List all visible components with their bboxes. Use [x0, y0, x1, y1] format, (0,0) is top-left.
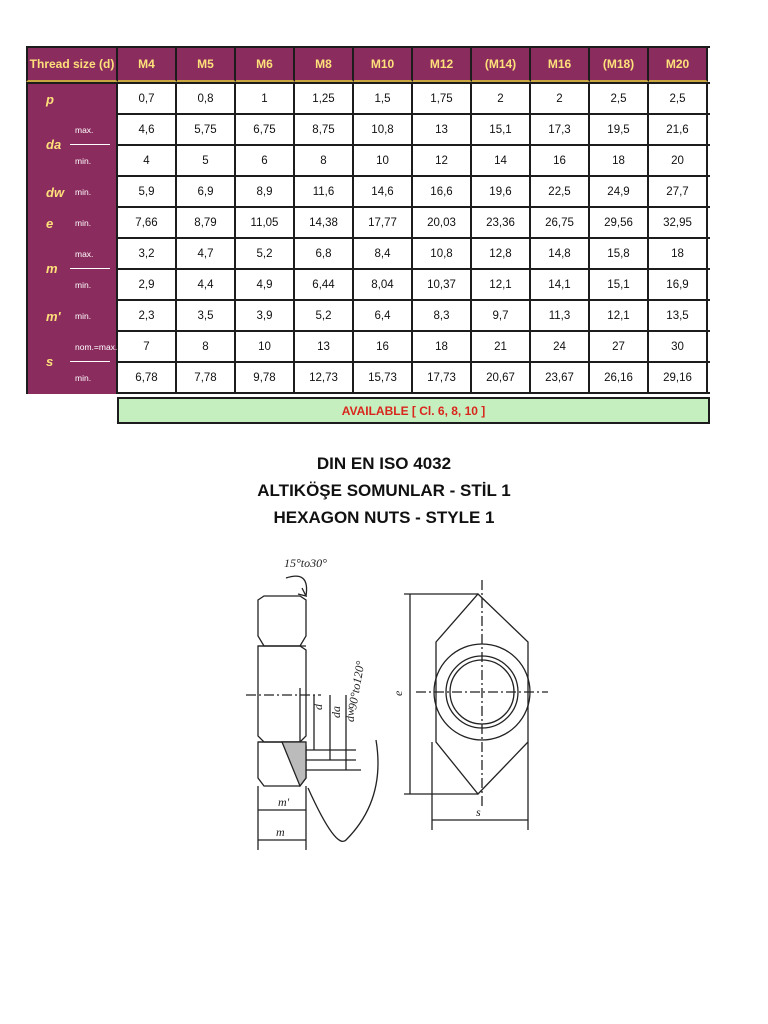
value-cell: 16,6: [413, 177, 472, 206]
e-label: e: [391, 690, 405, 696]
table-row: [26, 84, 710, 115]
param-group: [26, 208, 710, 239]
param-qualifier: min.: [75, 218, 92, 228]
value-cell: 2,5: [649, 84, 708, 113]
value-cell: 24,9: [590, 177, 649, 206]
value-cell: 3,2: [118, 239, 177, 268]
value-cell: 6: [236, 146, 295, 175]
value-cell: 15,73: [354, 363, 413, 392]
value-cell: 3,9: [236, 301, 295, 330]
table-row: [26, 146, 710, 177]
table-row: [26, 115, 710, 146]
da-label: da: [329, 706, 343, 718]
table-row: [26, 208, 710, 239]
param-qualifier: min.: [75, 373, 92, 383]
value-cell: 2: [531, 84, 590, 113]
value-cell: 0,8: [177, 84, 236, 113]
value-cell: 22,5: [531, 177, 590, 206]
value-cell: 23,67: [531, 363, 590, 392]
value-cell: 10,8: [354, 115, 413, 144]
available-classes-banner: AVAILABLE [ Cl. 6, 8, 10 ]: [117, 397, 710, 424]
value-cell: 12,1: [590, 301, 649, 330]
value-cell: 13,5: [649, 301, 708, 330]
table-row: [26, 239, 710, 270]
value-cell: 13: [413, 115, 472, 144]
s-label: s: [476, 805, 481, 819]
param-group: [26, 239, 710, 301]
value-cell: 2,3: [118, 301, 177, 330]
value-cell: 8: [295, 146, 354, 175]
value-cell: 11,3: [531, 301, 590, 330]
value-cell: 8,79: [177, 208, 236, 237]
title-block: [0, 450, 768, 531]
value-cell: 15,1: [472, 115, 531, 144]
value-cell: 9,7: [472, 301, 531, 330]
param-symbol: da: [46, 137, 62, 152]
value-cell: 8: [177, 332, 236, 361]
value-cell: 2,9: [118, 270, 177, 299]
value-cell: 15,1: [590, 270, 649, 299]
param-symbol: m: [46, 261, 58, 276]
value-cell: 12,73: [295, 363, 354, 392]
param-label-block: [26, 239, 118, 301]
value-cell: 18: [413, 332, 472, 361]
value-cell: 5,75: [177, 115, 236, 144]
param-qualifier: max.: [75, 249, 94, 259]
size-header-cell: M12: [413, 48, 472, 82]
value-cell: 10: [354, 146, 413, 175]
value-cell: 8,4: [354, 239, 413, 268]
table-row: [26, 301, 710, 332]
value-cell: 2,5: [590, 84, 649, 113]
value-cell: 13: [295, 332, 354, 361]
value-cell: 4,9: [236, 270, 295, 299]
value-cell: 7,78: [177, 363, 236, 392]
value-cell: 16,9: [649, 270, 708, 299]
param-group: [26, 332, 710, 394]
value-cell: 18: [590, 146, 649, 175]
value-cell: 23,36: [472, 208, 531, 237]
size-header-cell: (M18): [590, 48, 649, 82]
value-cell: 0,7: [118, 84, 177, 113]
value-cell: 18: [649, 239, 708, 268]
qualifier-divider: [70, 361, 110, 362]
value-cell: 6,9: [177, 177, 236, 206]
value-cell: 12,8: [472, 239, 531, 268]
size-header-cell: M4: [118, 48, 177, 82]
value-cell: 6,4: [354, 301, 413, 330]
value-cell: 14,6: [354, 177, 413, 206]
value-cell: 16: [354, 332, 413, 361]
value-cell: 26,75: [531, 208, 590, 237]
value-cell: 27: [590, 332, 649, 361]
param-group: [26, 177, 710, 208]
value-cell: 26,16: [590, 363, 649, 392]
value-cell: 9,78: [236, 363, 295, 392]
param-symbol: e: [46, 216, 54, 231]
value-cell: 10,37: [413, 270, 472, 299]
qualifier-divider: [70, 268, 110, 269]
value-cell: 4,7: [177, 239, 236, 268]
value-cell: 4: [118, 146, 177, 175]
param-label-block: [26, 115, 118, 177]
value-cell: 20: [649, 146, 708, 175]
thread-size-header: Thread size (d): [26, 48, 118, 82]
table-row: [26, 332, 710, 363]
turkish-title: ALTIKÖŞE SOMUNLAR - STİL 1: [257, 481, 511, 500]
value-cell: 8,75: [295, 115, 354, 144]
value-cell: 10,8: [413, 239, 472, 268]
value-cell: 11,05: [236, 208, 295, 237]
bearing-angle-label: 90°to120°: [345, 659, 368, 711]
param-group: [26, 115, 710, 177]
value-cell: 17,3: [531, 115, 590, 144]
param-qualifier: min.: [75, 280, 92, 290]
value-cell: 29,56: [590, 208, 649, 237]
value-cell: 1,5: [354, 84, 413, 113]
value-cell: 6,75: [236, 115, 295, 144]
hexagon-nut-drawing: [236, 550, 556, 870]
m-label: m: [276, 825, 285, 839]
value-cell: 32,95: [649, 208, 708, 237]
value-cell: 14: [472, 146, 531, 175]
param-qualifier: min.: [75, 156, 92, 166]
param-qualifier: max.: [75, 125, 94, 135]
table-header-row: [26, 46, 710, 84]
value-cell: 7: [118, 332, 177, 361]
param-symbol: s: [46, 354, 54, 369]
value-cell: 7,66: [118, 208, 177, 237]
param-symbol: m': [46, 309, 61, 324]
value-cell: 5,2: [295, 301, 354, 330]
value-cell: 5: [177, 146, 236, 175]
value-cell: 19,6: [472, 177, 531, 206]
param-group: [26, 84, 710, 115]
value-cell: 12,1: [472, 270, 531, 299]
param-symbol: p: [46, 92, 54, 107]
value-cell: 5,9: [118, 177, 177, 206]
value-cell: 14,1: [531, 270, 590, 299]
value-cell: 30: [649, 332, 708, 361]
param-qualifier: min.: [75, 311, 92, 321]
dw-label: dw: [343, 707, 357, 722]
param-label-block: [26, 332, 118, 394]
value-cell: 6,44: [295, 270, 354, 299]
value-cell: 10: [236, 332, 295, 361]
value-cell: 11,6: [295, 177, 354, 206]
value-cell: 29,16: [649, 363, 708, 392]
value-cell: 1: [236, 84, 295, 113]
size-header-cell: (M14): [472, 48, 531, 82]
value-cell: 6,8: [295, 239, 354, 268]
size-header-cell: M8: [295, 48, 354, 82]
value-cell: 3,5: [177, 301, 236, 330]
value-cell: 2: [472, 84, 531, 113]
value-cell: 27,7: [649, 177, 708, 206]
param-label-block: [26, 208, 118, 239]
value-cell: 5,2: [236, 239, 295, 268]
param-label-block: [26, 177, 118, 208]
size-header-cell: M10: [354, 48, 413, 82]
value-cell: 8,3: [413, 301, 472, 330]
size-header-cell: M6: [236, 48, 295, 82]
chamfer-angle-label: 15°to30°: [284, 556, 327, 570]
table-row: [26, 177, 710, 208]
value-cell: 21,6: [649, 115, 708, 144]
standard-title: DIN EN ISO 4032: [316, 454, 452, 473]
value-cell: 6,78: [118, 363, 177, 392]
m-prime-label: m': [278, 795, 290, 809]
dimension-table: [26, 46, 710, 394]
value-cell: 4,6: [118, 115, 177, 144]
value-cell: 15,8: [590, 239, 649, 268]
size-header-cell: M20: [649, 48, 708, 82]
value-cell: 21: [472, 332, 531, 361]
value-cell: 20,03: [413, 208, 472, 237]
value-cell: 1,75: [413, 84, 472, 113]
value-cell: 17,77: [354, 208, 413, 237]
value-cell: 19,5: [590, 115, 649, 144]
value-cell: 12: [413, 146, 472, 175]
param-symbol: dw: [46, 185, 65, 200]
table-row: [26, 363, 710, 394]
value-cell: 20,67: [472, 363, 531, 392]
value-cell: 14,8: [531, 239, 590, 268]
value-cell: 1,25: [295, 84, 354, 113]
value-cell: 4,4: [177, 270, 236, 299]
value-cell: 8,9: [236, 177, 295, 206]
value-cell: 24: [531, 332, 590, 361]
param-label-block: [26, 84, 118, 115]
value-cell: 8,04: [354, 270, 413, 299]
value-cell: 17,73: [413, 363, 472, 392]
param-label-block: [26, 301, 118, 332]
english-title: HEXAGON NUTS - STYLE 1: [273, 508, 495, 527]
qualifier-divider: [70, 144, 110, 145]
size-header-cell: M16: [531, 48, 590, 82]
param-group: [26, 301, 710, 332]
size-header-cell: M5: [177, 48, 236, 82]
value-cell: 16: [531, 146, 590, 175]
table-row: [26, 270, 710, 301]
param-qualifier: min.: [75, 187, 92, 197]
value-cell: 14,38: [295, 208, 354, 237]
param-qualifier: nom.=max.: [75, 342, 118, 352]
d-label: d: [311, 704, 325, 710]
